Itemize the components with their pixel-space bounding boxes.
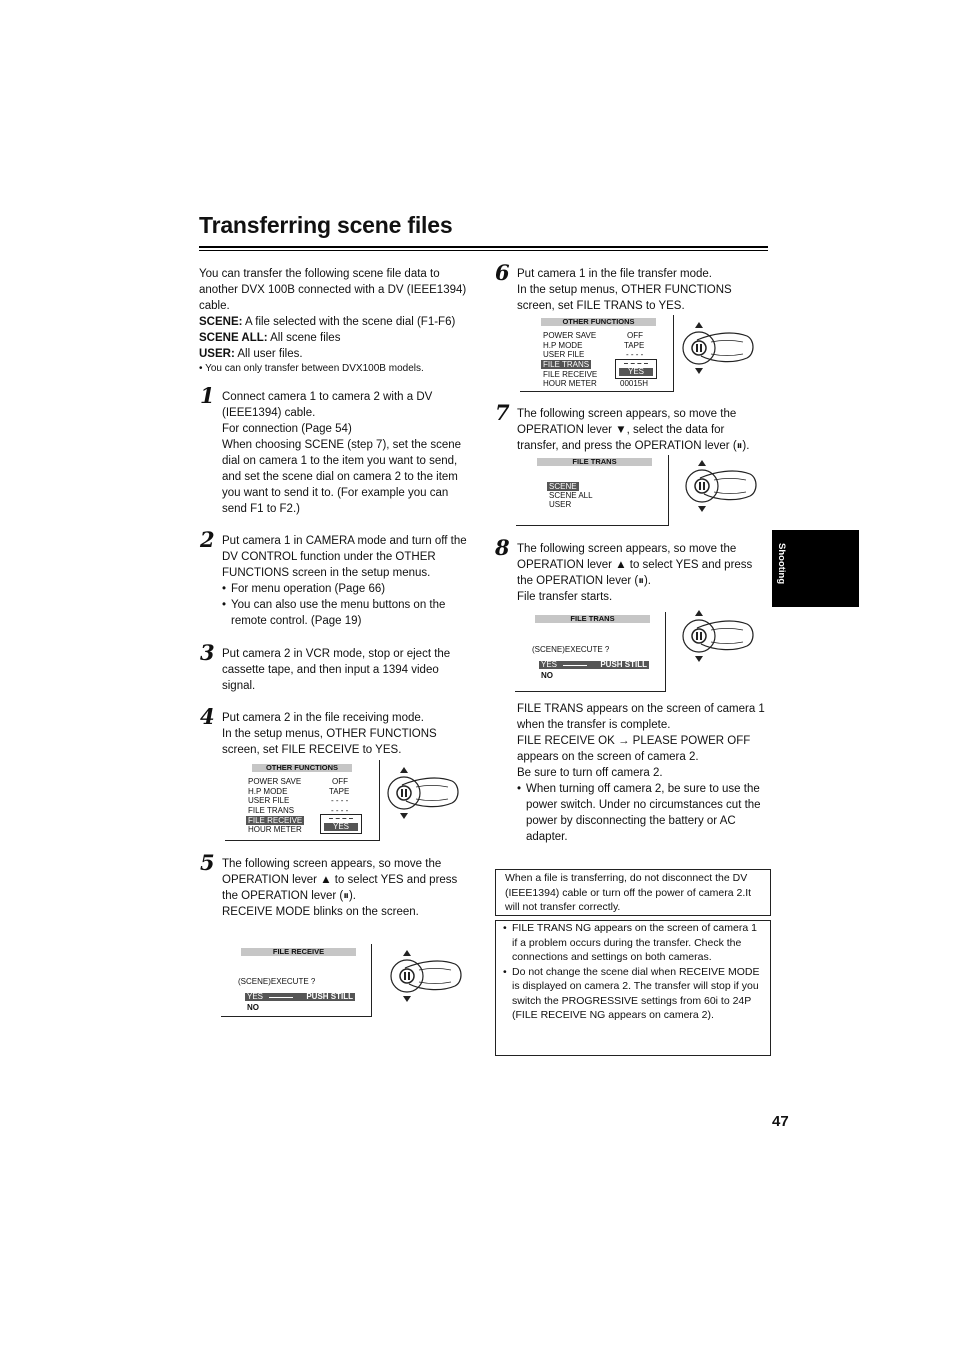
page-title: Transferring scene files	[199, 212, 453, 238]
step-2-number: 2	[200, 527, 215, 552]
row-power-save: POWER SAVE	[248, 777, 302, 786]
screen-title: FILE TRANS	[537, 458, 652, 466]
value-file-trans: - - - -	[331, 806, 349, 815]
def-scene-all: SCENE ALL: All scene files	[199, 332, 341, 344]
row-user-file: USER FILE	[248, 796, 290, 805]
value-hour-meter: 00015H	[620, 379, 649, 388]
operation-lever-icon	[677, 320, 757, 376]
option-no: NO	[247, 1003, 259, 1012]
after-transfer-bullet: • When turning off camera 2, be sure to use the power switch. Under no circumstances cut the power by disconnecting the battery or AC adapter.	[517, 781, 769, 845]
row-power-save: POWER SAVE	[543, 331, 597, 340]
row-file-receive-selected: FILE RECEIVE	[248, 816, 303, 825]
value-user-file: - - - -	[331, 796, 349, 805]
option-yes: YES	[541, 660, 558, 669]
intro-section	[199, 266, 475, 376]
step-7-text: The following screen appears, so move the OPERATION lever ▼, select the data for transfer, and press the OPERATION lever (⏸).	[517, 408, 750, 452]
def-scene: SCENE: A file selected with the scene dial (F1-F6)	[199, 316, 456, 328]
step-6-text: Put camera 1 in the file transfer mode. In the setup menus, OTHER FUNCTIONS screen, set FILE TRANS to YES.	[517, 268, 732, 312]
warning-box	[495, 869, 771, 916]
value-power-save: OFF	[332, 777, 348, 786]
def-user: USER: All user files.	[199, 348, 303, 360]
screen-file-trans-execute	[515, 612, 666, 692]
value-yes: YES	[324, 823, 358, 831]
item-scene-all: SCENE ALL	[549, 491, 593, 500]
page-number: 47	[772, 1113, 789, 1130]
step-2-block	[222, 533, 474, 629]
yes-push-still-row	[539, 661, 649, 669]
row-hour-meter: HOUR METER	[248, 825, 302, 834]
screen-file-receive-execute	[221, 944, 372, 1017]
screen-title: FILE TRANS	[535, 615, 650, 623]
step-5-text: The following screen appears, so move the OPERATION lever ▲ to select YES and press the OPERATION lever (⏸). RECEIVE MODE blinks on the screen.	[222, 858, 458, 918]
value-power-save: OFF	[627, 331, 643, 340]
note-item-2: • Do not change the scene dial when RECEIVE MODE is displayed on camera 2. The transfer will stop if you switch the PROGRESSIVE settings from 60i to 24P (FILE RECEIVE NG appears on camera 2).	[503, 965, 763, 1023]
step-4-number: 4	[200, 704, 215, 729]
step-8-number: 8	[495, 535, 510, 560]
operation-lever-icon	[385, 948, 465, 1004]
section-tab-label: Shooting	[776, 543, 787, 585]
operation-lever-icon	[677, 608, 757, 664]
step-3-number: 3	[200, 640, 215, 665]
row-file-trans: FILE TRANS	[248, 806, 295, 815]
intro-text: You can transfer the following scene file data to another DVX 100B connected with a DV (IEEE1394) cable.	[199, 268, 467, 312]
screen-title: OTHER FUNCTIONS	[252, 764, 352, 772]
option-yes: YES	[247, 992, 264, 1001]
step-5-number: 5	[200, 850, 215, 875]
push-still-label: PUSH STILL	[600, 660, 647, 669]
option-no: NO	[541, 671, 553, 680]
step-1-text: Connect camera 1 to camera 2 with a DV (IEEE1394) cable. For connection (Page 54) When choosing SCENE (step 7), set the scene dial on camera 1 to the item you want to send, and set the scene dial on camera 2 to the item you want to send it to. (For example you can send F1 to F2.)	[222, 391, 462, 515]
screen-other-functions-trans	[520, 315, 674, 392]
after-transfer-section	[517, 701, 769, 845]
step-8-text: The following screen appears, so move the OPERATION lever ▲ to select YES and press the OPERATION lever (⏸). File transfer starts.	[517, 543, 753, 603]
yes-push-still-row	[245, 993, 355, 1001]
value-hp-mode: TAPE	[329, 787, 350, 796]
value-select-box: – – – – YES	[615, 359, 657, 379]
row-file-receive: FILE RECEIVE	[543, 370, 598, 379]
title-rule	[199, 246, 768, 248]
row-hp-mode: H.P MODE	[543, 341, 583, 350]
warning-text: When a file is transferring, do not disconnect the DV (IEEE1394) cable or turn off the power of camera 2.It will not transfer correctly.	[505, 872, 752, 913]
notes-box	[495, 920, 771, 1056]
arrow-line	[563, 665, 587, 666]
screen-other-functions-receive	[225, 760, 380, 841]
step-4-text: Put camera 2 in the file receiving mode. In the setup menus, OTHER FUNCTIONS screen, set FILE RECEIVE to YES.	[222, 712, 437, 756]
step-7-number: 7	[495, 400, 510, 425]
after-transfer-text: FILE TRANS appears on the screen of camera 1 when the transfer is complete. FILE RECEIVE OK → PLEASE POWER OFF appears on the screen of camera 2. Be sure to turn off camera 2.	[517, 703, 765, 779]
row-file-trans-selected: FILE TRANS	[543, 360, 590, 369]
value-select-box: – – – – YES	[320, 814, 362, 834]
row-hp-mode: H.P MODE	[248, 787, 288, 796]
execute-question: (SCENE)EXECUTE ?	[532, 645, 610, 654]
operation-lever-icon	[680, 458, 760, 514]
step-1-number: 1	[200, 383, 215, 408]
intro-note: • You can only transfer between DVX100B models.	[199, 363, 424, 374]
operation-lever-icon	[382, 765, 462, 821]
step-2-text: Put camera 1 in CAMERA mode and turn off the DV CONTROL function under the OTHER FUNCTIONS screen in the setup menus.	[222, 535, 467, 579]
step-2-bullet-1: • For menu operation (Page 66)	[222, 581, 474, 597]
screen-title: FILE RECEIVE	[241, 948, 356, 956]
arrow-line	[269, 997, 293, 998]
screen-title: OTHER FUNCTIONS	[541, 318, 656, 326]
item-scene-selected: SCENE	[549, 482, 577, 491]
row-user-file: USER FILE	[543, 350, 585, 359]
step-6-number: 6	[495, 260, 510, 285]
note-item-1: • FILE TRANS NG appears on the screen of camera 1 if a problem occurs during the transfer. Check the connections and settings on both cameras.	[503, 921, 763, 965]
push-still-label: PUSH STILL	[306, 992, 353, 1001]
value-hp-mode: TAPE	[624, 341, 645, 350]
value-user-file: - - - -	[626, 350, 644, 359]
row-hour-meter: HOUR METER	[543, 379, 597, 388]
step-2-bullet-2: • You can also use the menu buttons on the remote control. (Page 19)	[222, 597, 474, 629]
screen-file-trans-select	[516, 455, 669, 526]
title-rule-thin	[199, 250, 768, 251]
value-yes: YES	[619, 368, 653, 376]
execute-question: (SCENE)EXECUTE ?	[238, 977, 316, 986]
item-user: USER	[549, 500, 572, 509]
step-3-text: Put camera 2 in VCR mode, stop or eject the cassette tape, and then input a 1394 video signal.	[222, 648, 451, 692]
